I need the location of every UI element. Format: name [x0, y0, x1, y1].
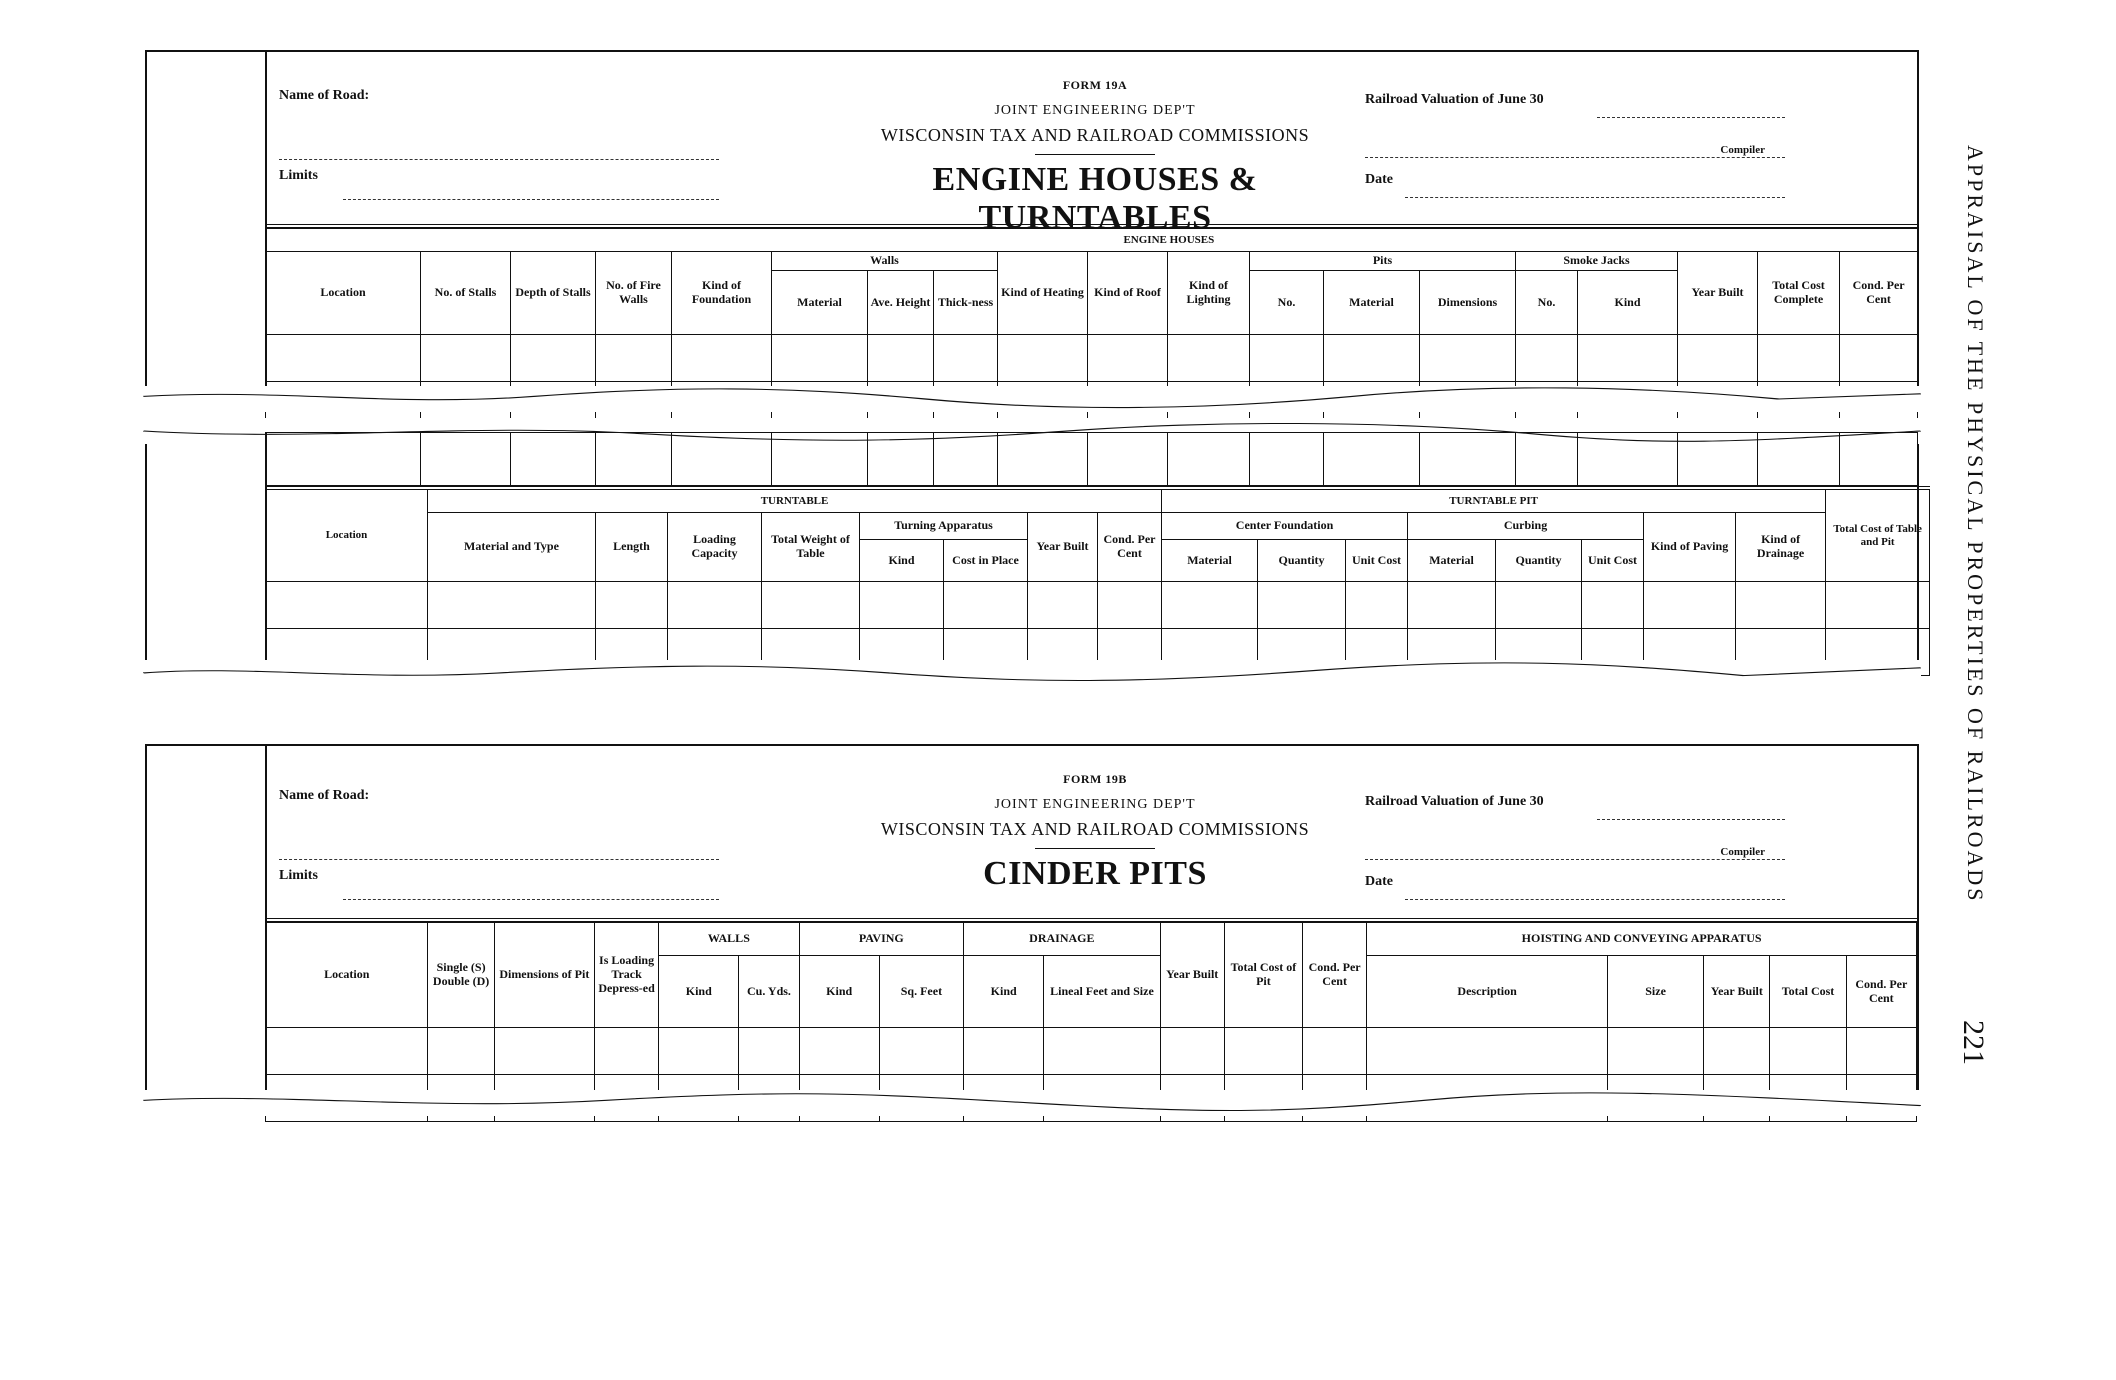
cp-col-loading-track: Is Loading Track Depress-ed — [594, 923, 658, 1028]
compiler-label: Compiler — [1720, 144, 1765, 156]
cp-col-walls-kind: Kind — [659, 956, 739, 1028]
cp-col-h-description: Description — [1367, 956, 1608, 1028]
col-no-stalls: No. of Stalls — [421, 252, 511, 335]
col-heating: Kind of Heating — [998, 252, 1088, 335]
cp-col-drainage-lineal: Lineal Feet and Size — [1044, 956, 1160, 1028]
valuation-fields — [1365, 794, 1785, 914]
cp-col-dimensions: Dimensions of Pit — [494, 923, 594, 1028]
tt-col-location: Location — [266, 488, 428, 582]
tt-col-turning: Turning Apparatus — [860, 513, 1028, 540]
limits-line[interactable] — [343, 899, 719, 900]
valuation-label: Railroad Valuation of June 30 — [1365, 794, 1544, 809]
form-title: ENGINE HOUSES & TURNTABLES — [932, 161, 1258, 236]
date-line[interactable] — [1405, 899, 1785, 900]
form-header — [265, 52, 1917, 236]
commission: WISCONSIN TAX AND RAILROAD COMMISSIONS — [880, 819, 1310, 839]
cp-col-walls: WALLS — [659, 923, 799, 956]
tt-col-center-foundation: Center Foundation — [1162, 513, 1408, 540]
col-pits-no: No. — [1250, 271, 1324, 335]
date-label: Date — [1365, 172, 1393, 187]
form-number: FORM 19B — [1063, 772, 1127, 786]
valuation-label: Railroad Valuation of June 30 — [1365, 92, 1544, 107]
tt-col-cb-unit-cost: Unit Cost — [1582, 540, 1644, 582]
limits-label: Limits — [279, 868, 318, 883]
col-lighting: Kind of Lighting — [1168, 252, 1250, 335]
commission: WISCONSIN TAX AND RAILROAD COMMISSIONS — [880, 125, 1310, 145]
table-row — [266, 433, 1918, 486]
turntable-table — [265, 486, 1930, 676]
tt-col-ta-cost: Cost in Place — [944, 540, 1028, 582]
tt-col-total-cost: Total Cost of Table and Pit — [1826, 488, 1930, 582]
cp-col-total-cost: Total Cost of Pit — [1224, 923, 1302, 1028]
col-roof: Kind of Roof — [1088, 252, 1168, 335]
col-sj-no: No. — [1516, 271, 1578, 335]
cp-col-h-cond: Cond. Per Cent — [1846, 956, 1916, 1028]
col-smoke-jacks: Smoke Jacks — [1516, 252, 1678, 271]
cp-col-paving-sq: Sq. Feet — [879, 956, 963, 1028]
page-number: 221 — [1957, 1020, 1990, 1065]
form-stub — [147, 746, 267, 1102]
cp-col-location: Location — [266, 923, 428, 1028]
col-sj-kind: Kind — [1578, 271, 1678, 335]
department: JOINT ENGINEERING DEP'T — [994, 103, 1196, 118]
cp-col-h-size: Size — [1607, 956, 1703, 1028]
date-label: Date — [1365, 874, 1393, 889]
cp-col-year: Year Built — [1160, 923, 1224, 1028]
cp-col-paving: PAVING — [799, 923, 963, 956]
tt-col-cf-material: Material — [1162, 540, 1258, 582]
compiler-label: Compiler — [1720, 846, 1765, 858]
name-of-road-label: Name of Road: — [279, 88, 370, 103]
torn-edge — [143, 660, 1921, 686]
divider — [1035, 154, 1155, 155]
tt-col-cf-unit-cost: Unit Cost — [1346, 540, 1408, 582]
cp-col-drainage: DRAINAGE — [964, 923, 1161, 956]
col-pits: Pits — [1250, 252, 1516, 271]
col-depth-stalls: Depth of Stalls — [511, 252, 596, 335]
valuation-line[interactable] — [1597, 117, 1785, 118]
tt-col-material-type: Material and Type — [428, 513, 596, 582]
col-foundation: Kind of Foundation — [672, 252, 772, 335]
cp-col-h-total: Total Cost — [1770, 956, 1846, 1028]
limits-label: Limits — [279, 168, 318, 183]
form-number: FORM 19A — [1062, 78, 1128, 92]
valuation-fields — [1365, 92, 1785, 212]
cp-col-single-double: Single (S) Double (D) — [428, 923, 494, 1028]
name-of-road-label: Name of Road: — [279, 788, 370, 803]
col-pits-dimensions: Dimensions — [1420, 271, 1516, 335]
form-19a-turntables — [145, 430, 1922, 672]
turntable-pit-caption: TURNTABLE PIT — [1162, 488, 1826, 513]
road-fields — [279, 788, 719, 908]
tt-col-ta-kind: Kind — [860, 540, 944, 582]
compiler-line[interactable] — [1365, 157, 1785, 158]
tt-col-cond: Cond. Per Cent — [1098, 513, 1162, 582]
cp-col-cond: Cond. Per Cent — [1303, 923, 1367, 1028]
tt-col-cb-material: Material — [1408, 540, 1496, 582]
tt-col-loading: Loading Capacity — [668, 513, 762, 582]
col-cond: Cond. Per Cent — [1840, 252, 1918, 335]
tt-col-length: Length — [596, 513, 668, 582]
tt-col-paving: Kind of Paving — [1644, 513, 1736, 582]
form-19a-engine-houses — [145, 50, 1919, 398]
col-walls-height: Ave. Height — [868, 271, 934, 335]
cp-col-drainage-kind: Kind — [964, 956, 1044, 1028]
divider — [1035, 848, 1155, 849]
tt-col-cb-quantity: Quantity — [1496, 540, 1582, 582]
form-stub — [147, 52, 267, 398]
col-pits-material: Material — [1324, 271, 1420, 335]
tt-col-weight: Total Weight of Table — [762, 513, 860, 582]
valuation-line[interactable] — [1597, 819, 1785, 820]
cp-col-paving-kind: Kind — [799, 956, 879, 1028]
col-walls-thickness: Thick-ness — [934, 271, 998, 335]
table-row — [266, 582, 1930, 629]
torn-edge — [143, 1090, 1921, 1116]
cp-col-h-year: Year Built — [1704, 956, 1770, 1028]
date-line[interactable] — [1405, 197, 1785, 198]
col-fire-walls: No. of Fire Walls — [596, 252, 672, 335]
road-fields — [279, 88, 719, 208]
form-heading — [825, 78, 1365, 237]
form-19b-cinder-pits — [145, 744, 1919, 1102]
department: JOINT ENGINEERING DEP'T — [994, 797, 1196, 812]
tt-col-year: Year Built — [1028, 513, 1098, 582]
form-title: CINDER PITS — [983, 855, 1207, 892]
col-year-built: Year Built — [1678, 252, 1758, 335]
col-total-cost: Total Cost Complete — [1758, 252, 1840, 335]
tt-col-drainage: Kind of Drainage — [1736, 513, 1826, 582]
cp-col-walls-cu: Cu. Yds. — [739, 956, 799, 1028]
engine-houses-continued — [265, 432, 1918, 486]
cp-col-hoisting: HOISTING AND CONVEYING APPARATUS — [1367, 923, 1917, 956]
col-walls-material: Material — [772, 271, 868, 335]
tt-col-curbing: Curbing — [1408, 513, 1644, 540]
col-walls: Walls — [772, 252, 998, 271]
torn-edge — [143, 386, 1921, 412]
name-of-road-line[interactable] — [279, 859, 719, 860]
table-row — [266, 1028, 1917, 1075]
engine-houses-caption: ENGINE HOUSES — [421, 229, 1918, 252]
form-header — [265, 746, 1917, 922]
table-row — [266, 335, 1918, 382]
name-of-road-line[interactable] — [279, 159, 719, 160]
running-title: APPRAISAL OF THE PHYSICAL PROPERTIES OF RAILROADS — [1963, 145, 1988, 904]
col-location: Location — [266, 252, 421, 335]
compiler-line[interactable] — [1365, 859, 1785, 860]
form-heading — [825, 772, 1365, 893]
limits-line[interactable] — [343, 199, 719, 200]
tt-col-cf-quantity: Quantity — [1258, 540, 1346, 582]
form-stub — [147, 432, 267, 672]
turntable-caption: TURNTABLE — [428, 488, 1162, 513]
